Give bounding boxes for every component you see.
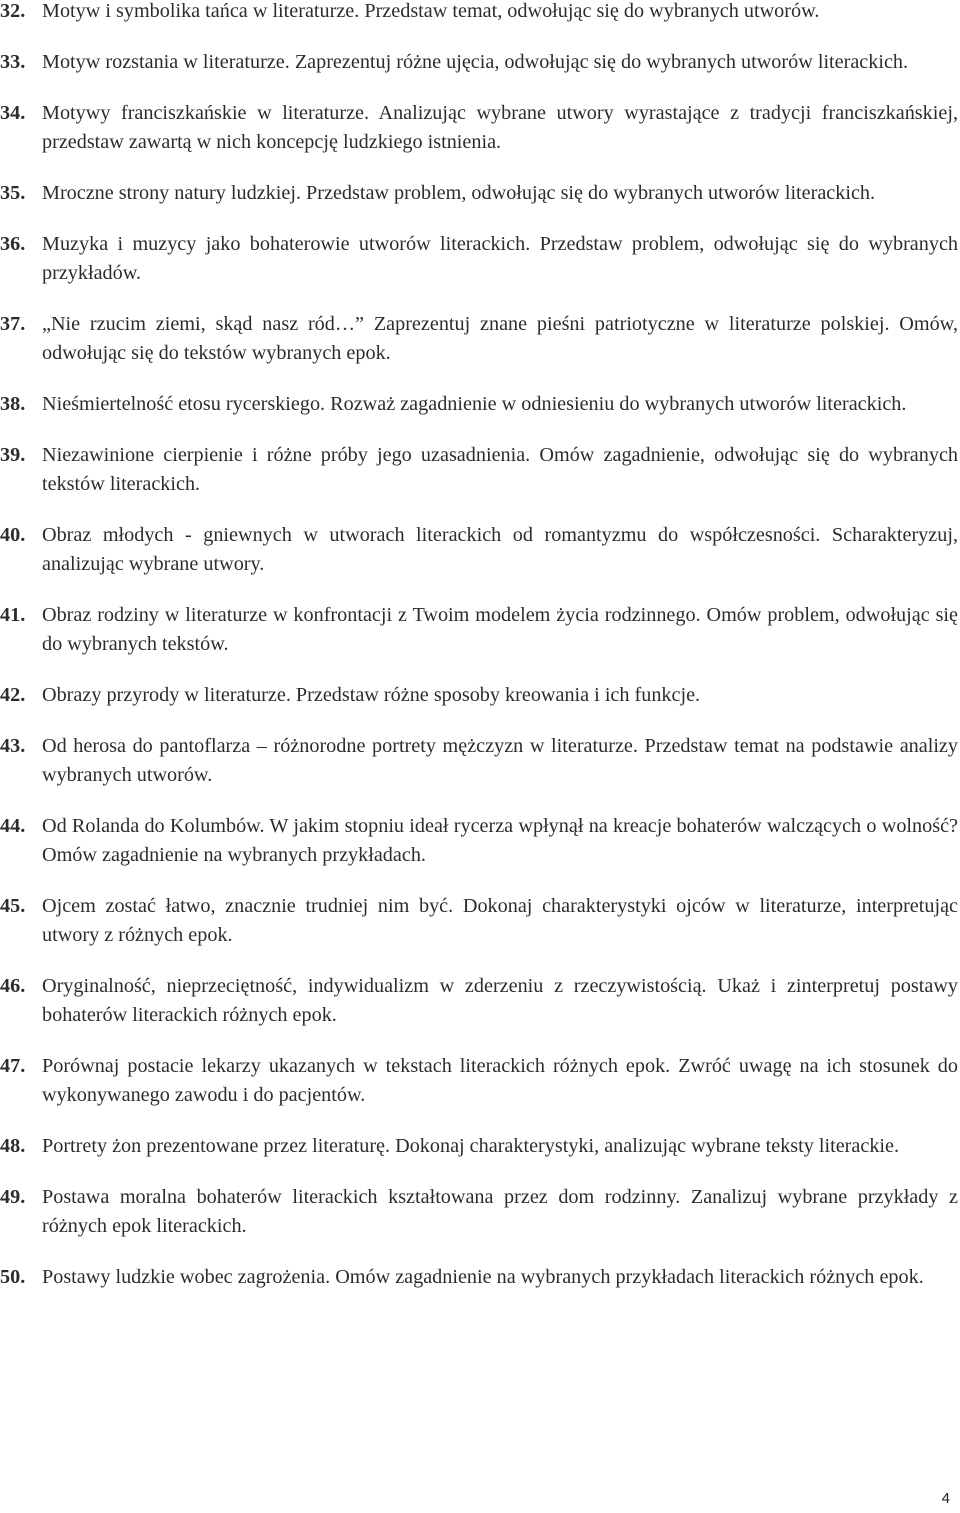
- item-number: 46.: [0, 975, 26, 997]
- list-item: [0, 681, 958, 710]
- item-number: 42.: [0, 684, 26, 706]
- list-item: [0, 179, 958, 208]
- list-item: [0, 48, 958, 77]
- list-item: [0, 732, 958, 790]
- item-topic: Portrety żon prezentowane przez literaturę.: [42, 1135, 396, 1157]
- item-number: 50.: [0, 1266, 26, 1288]
- item-task: Dokonaj charakterystyki, analizując wybrane teksty literackie.: [395, 1135, 900, 1157]
- item-topic: Obraz rodziny w literaturze w konfrontacji z Twoim modelem życia rodzinnego.: [42, 604, 707, 626]
- item-task: Omów zagadnienie na wybranych przykładach literackich różnych epok.: [335, 1266, 924, 1288]
- item-topic: Od Rolanda do Kolumbów.: [42, 815, 270, 837]
- item-topic: Niezawinione cierpienie i różne próby jego uzasadnienia.: [42, 444, 540, 466]
- item-number: 34.: [0, 102, 26, 124]
- item-number: 39.: [0, 444, 26, 466]
- item-number: 35.: [0, 182, 26, 204]
- list-item: [0, 1263, 958, 1292]
- item-number: 33.: [0, 51, 26, 73]
- item-topic: Obrazy przyrody w literaturze.: [42, 684, 296, 706]
- item-topic: Oryginalność, nieprzeciętność, indywidualizm w zderzeniu z rzeczywistością.: [42, 975, 718, 997]
- item-task: Zaprezentuj różne ujęcia, odwołując się do wybranych utworów literackich.: [294, 51, 909, 73]
- item-task: Przedstaw temat, odwołując się do wybranych utworów.: [364, 0, 820, 22]
- item-task: Ukaż i zinterpretuj postawy bohaterów literackich różnych epok.: [42, 975, 958, 1026]
- item-topic: Mroczne strony natury ludzkiej.: [42, 182, 307, 204]
- item-task: Zanalizuj wybrane przykłady z różnych epok literackich.: [42, 1186, 958, 1237]
- list-item: [0, 441, 958, 499]
- item-topic: Muzyka i muzycy jako bohaterowie utworów literackich.: [42, 233, 540, 255]
- item-topic: Ojcem zostać łatwo, znacznie trudniej nim być.: [42, 895, 463, 917]
- item-number: 47.: [0, 1055, 26, 1077]
- list-item: [0, 1052, 958, 1110]
- item-task: Przedstaw różne sposoby kreowania i ich funkcje.: [295, 684, 701, 706]
- list-item: [0, 390, 958, 419]
- list-item: [0, 601, 958, 659]
- item-number: 32.: [0, 0, 26, 22]
- item-task: Rozważ zagadnienie w odniesieniu do wybranych utworów literackich.: [330, 393, 907, 415]
- item-topic: Postawy ludzkie wobec zagrożenia.: [42, 1266, 336, 1288]
- item-task: Dokonaj charakterystyki ojców w literaturze, interpretując utwory z różnych epok.: [42, 895, 958, 946]
- list-item: [0, 1183, 958, 1241]
- item-topic: Nieśmiertelność etosu rycerskiego.: [42, 393, 331, 415]
- item-topic: Motyw i symbolika tańca w literaturze.: [42, 0, 365, 22]
- item-topic: Obraz młodych - gniewnych w utworach literackich od romantyzmu do współczesności.: [42, 524, 832, 546]
- item-task: Scharakteryzuj, analizując wybrane utwory.: [42, 524, 958, 575]
- item-number: 37.: [0, 313, 26, 335]
- item-topic: „Nie rzucim ziemi, skąd nasz ród…”: [42, 313, 374, 335]
- item-number: 45.: [0, 895, 26, 917]
- item-topic: Od herosa do pantoflarza – różnorodne portrety mężczyzn w literaturze.: [42, 735, 645, 757]
- item-number: 44.: [0, 815, 26, 837]
- item-topic: Motyw rozstania w literaturze.: [42, 51, 295, 73]
- item-number: 48.: [0, 1135, 26, 1157]
- item-number: 36.: [0, 233, 26, 255]
- item-task: Przedstaw problem, odwołując się do wybranych przykładów.: [42, 233, 959, 284]
- list-item: [0, 812, 958, 870]
- item-task: W jakim stopniu ideał rycerza wpłynął na kreacje bohaterów walczących o wolność? Omów zagadnienie na wybranych przykładach.: [42, 815, 958, 866]
- item-task: Omów zagadnienie, odwołując się do wybranych tekstów literackich.: [42, 444, 958, 495]
- item-number: 43.: [0, 735, 26, 757]
- item-task: Analizując wybrane utwory wyrastające z tradycji franciszkańskiej, przedstaw zawartą w nich koncepcję ludzkiego istnienia.: [42, 102, 958, 153]
- list-item: [0, 0, 958, 26]
- list-item: [0, 230, 958, 288]
- list-item: [0, 892, 958, 950]
- item-topic: Porównaj postacie lekarzy ukazanych w tekstach literackich różnych epok.: [42, 1055, 679, 1077]
- item-number: 49.: [0, 1186, 26, 1208]
- item-task: Przedstaw problem, odwołując się do wybranych utworów literackich.: [306, 182, 876, 204]
- item-number: 40.: [0, 524, 26, 546]
- item-topic: Motywy franciszkańskie w literaturze.: [42, 102, 379, 124]
- item-number: 38.: [0, 393, 26, 415]
- item-number: 41.: [0, 604, 26, 626]
- page-number: 4: [941, 1490, 950, 1507]
- item-task: Zwróć uwagę na ich stosunek do wykonywanego zawodu i do pacjentów.: [42, 1055, 958, 1106]
- item-task: Przedstaw temat na podstawie analizy wybranych utworów.: [42, 735, 958, 786]
- list-item: [0, 310, 958, 368]
- item-topic: Postawa moralna bohaterów literackich kształtowana przez dom rodzinny.: [42, 1186, 691, 1208]
- list-item: [0, 972, 958, 1030]
- item-task: Zaprezentuj znane pieśni patriotyczne w literaturze polskiej. Omów, odwołując się do tekstów wybranych epok.: [42, 313, 958, 364]
- list-item: [0, 1132, 958, 1161]
- list-item: [0, 99, 958, 157]
- list-item: [0, 521, 958, 579]
- item-task: Omów problem, odwołując się do wybranych tekstów.: [42, 604, 958, 655]
